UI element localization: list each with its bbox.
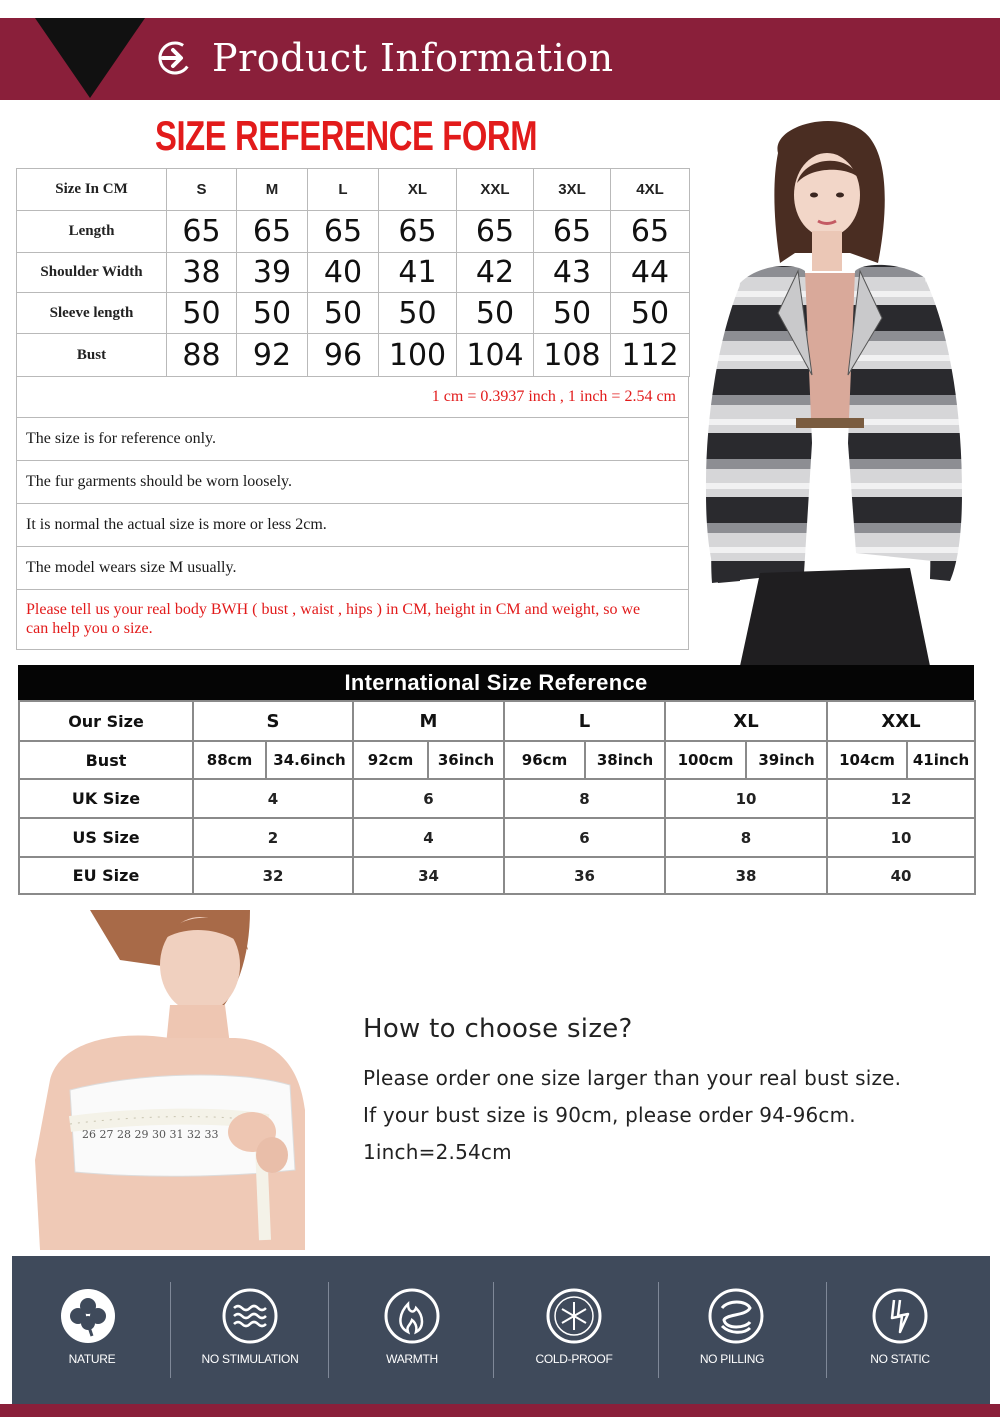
table-cell: 2 — [193, 818, 353, 857]
table-cell: 50 — [457, 293, 534, 334]
feature-no-pilling — [652, 1256, 812, 1404]
bust-inch: 34.6inch — [266, 741, 353, 779]
table-cell: 10 — [665, 779, 827, 818]
bust-measurement-photo — [20, 910, 320, 1250]
table-cell: 50 — [308, 293, 379, 334]
bust-cm: 100cm — [665, 741, 746, 779]
model-fur-coat-photo — [700, 113, 970, 666]
table-cell: 65 — [457, 211, 534, 253]
unit-conversion-note: 1 cm = 0.3937 inch , 1 inch = 2.54 cm — [16, 376, 689, 418]
bust-cm: 96cm — [504, 741, 585, 779]
intl-size-header: S — [193, 701, 353, 741]
bust-label: Bust — [19, 741, 193, 779]
table-cell: 43 — [534, 253, 611, 293]
table-cell: 8 — [665, 818, 827, 857]
howto-line: Please order one size larger than your real bust size. — [363, 1066, 902, 1090]
howto-title: How to choose size? — [363, 1014, 633, 1044]
table-cell: 50 — [611, 293, 690, 334]
feature-label: NO PILLING — [699, 1352, 765, 1366]
size-corner-label: Size In CM — [17, 169, 167, 211]
bust-inch: 36inch — [428, 741, 504, 779]
feature-label: NO STATIC — [870, 1352, 930, 1366]
intl-size-title: International Size Reference — [18, 665, 974, 700]
eu-size-label: EU Size — [19, 857, 193, 894]
size-col-header: M — [237, 169, 308, 211]
table-cell: 50 — [379, 293, 457, 334]
table-row — [19, 857, 975, 894]
size-table-header — [17, 169, 690, 211]
table-row — [17, 211, 690, 253]
table-cell: 40 — [827, 857, 975, 894]
feature-label: NO STIMULATION — [201, 1352, 299, 1366]
page-title: Product Information — [212, 36, 614, 80]
table-row — [17, 334, 690, 377]
size-col-header: L — [308, 169, 379, 211]
table-cell: 42 — [457, 253, 534, 293]
bust-cm: 88cm — [193, 741, 266, 779]
note-line: The model wears size M usually. — [16, 547, 689, 590]
size-form-title: SIZE REFERENCE FORM — [155, 112, 538, 159]
table-cell: 65 — [379, 211, 457, 253]
feature-nature — [12, 1256, 172, 1404]
waves-icon — [220, 1286, 280, 1346]
feature-label: COLD-PROOF — [535, 1352, 613, 1366]
tape-numbers: 26 27 28 29 30 31 32 33 — [82, 1128, 219, 1141]
feature-label: WARMTH — [386, 1352, 438, 1366]
table-cell: 40 — [308, 253, 379, 293]
feature-no-static — [820, 1256, 980, 1404]
features-strip — [12, 1256, 990, 1404]
arrow-right-icon — [158, 41, 192, 75]
clover-icon — [58, 1286, 118, 1346]
table-cell: 104 — [457, 334, 534, 377]
note-line: The fur garments should be worn loosely. — [16, 461, 689, 504]
size-col-header: XXL — [457, 169, 534, 211]
lightning-icon — [870, 1286, 930, 1346]
note-line: It is normal the actual size is more or less 2cm. — [16, 504, 689, 547]
bust-cm: 92cm — [353, 741, 428, 779]
table-cell: 108 — [534, 334, 611, 377]
intl-header-row — [19, 701, 975, 741]
table-cell: 4 — [193, 779, 353, 818]
table-cell: 38 — [167, 253, 237, 293]
our-size-label: Our Size — [19, 701, 193, 741]
size-table — [16, 168, 690, 377]
row-label-bust: Bust — [17, 334, 167, 377]
table-cell: 88 — [167, 334, 237, 377]
table-cell: 92 — [237, 334, 308, 377]
table-cell: 112 — [611, 334, 690, 377]
table-cell: 39 — [237, 253, 308, 293]
table-cell: 50 — [534, 293, 611, 334]
row-label-sleeve-length: Sleeve length — [17, 293, 167, 334]
fiber-icon — [706, 1286, 766, 1346]
table-cell: 4 — [353, 818, 504, 857]
intl-size-table — [18, 700, 976, 895]
feature-warmth — [332, 1256, 492, 1404]
table-cell: 65 — [237, 211, 308, 253]
table-row — [19, 779, 975, 818]
table-cell: 10 — [827, 818, 975, 857]
howto-line: If your bust size is 90cm, please order 94-96cm. — [363, 1103, 856, 1127]
feature-divider — [328, 1282, 329, 1378]
bust-inch: 39inch — [746, 741, 827, 779]
size-request-note: Please tell us your real body BWH ( bust , waist , hips ) in CM, height in CM and weight, so we can help you o size. — [16, 590, 689, 650]
table-cell: 50 — [237, 293, 308, 334]
size-col-header: S — [167, 169, 237, 211]
table-row — [17, 253, 690, 293]
flame-icon — [382, 1286, 442, 1346]
intl-bust-row — [19, 741, 975, 779]
howto-line: 1inch=2.54cm — [363, 1140, 512, 1164]
table-cell: 100 — [379, 334, 457, 377]
row-label-length: Length — [17, 211, 167, 253]
intl-size-header: L — [504, 701, 665, 741]
table-cell: 65 — [611, 211, 690, 253]
intl-size-header: XXL — [827, 701, 975, 741]
feature-no-stimulation — [170, 1256, 330, 1404]
bust-inch: 38inch — [585, 741, 665, 779]
note-line: The size is for reference only. — [16, 418, 689, 461]
bust-cm: 104cm — [827, 741, 907, 779]
feature-label: NATURE — [68, 1352, 116, 1366]
size-notes — [16, 376, 689, 650]
uk-size-label: UK Size — [19, 779, 193, 818]
table-row — [19, 818, 975, 857]
table-cell: 96 — [308, 334, 379, 377]
table-cell: 41 — [379, 253, 457, 293]
size-col-header: 4XL — [611, 169, 690, 211]
intl-size-header: M — [353, 701, 504, 741]
table-cell: 65 — [308, 211, 379, 253]
table-cell: 36 — [504, 857, 665, 894]
table-cell: 6 — [504, 818, 665, 857]
size-col-header: XL — [379, 169, 457, 211]
table-cell: 65 — [167, 211, 237, 253]
table-row — [17, 293, 690, 334]
us-size-label: US Size — [19, 818, 193, 857]
header-triangle-decoration — [35, 18, 145, 98]
snowflake-icon — [544, 1286, 604, 1346]
feature-cold-proof — [494, 1256, 654, 1404]
table-cell: 12 — [827, 779, 975, 818]
bust-inch: 41inch — [907, 741, 975, 779]
table-cell: 8 — [504, 779, 665, 818]
table-cell: 65 — [534, 211, 611, 253]
size-col-header: 3XL — [534, 169, 611, 211]
row-label-shoulder-width: Shoulder Width — [17, 253, 167, 293]
intl-size-header: XL — [665, 701, 827, 741]
table-cell: 38 — [665, 857, 827, 894]
table-cell: 44 — [611, 253, 690, 293]
table-cell: 34 — [353, 857, 504, 894]
table-cell: 32 — [193, 857, 353, 894]
bottom-bar — [0, 1404, 1000, 1417]
table-cell: 6 — [353, 779, 504, 818]
table-cell: 50 — [167, 293, 237, 334]
